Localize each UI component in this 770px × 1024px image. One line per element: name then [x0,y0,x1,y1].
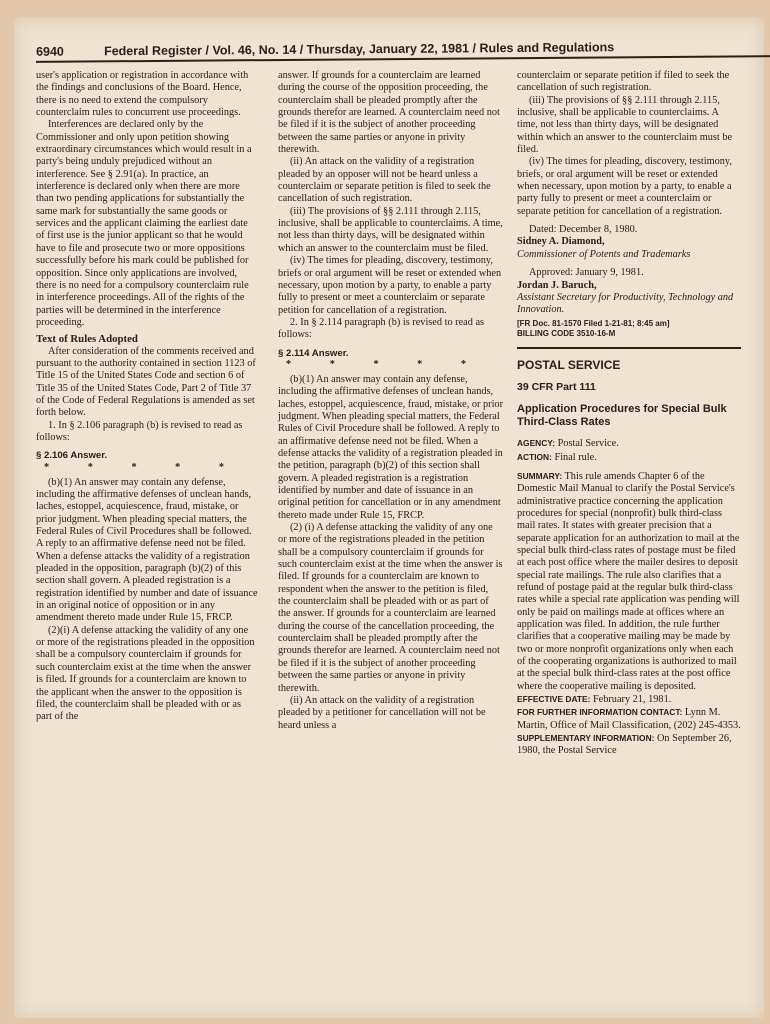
paragraph: (iii) The provisions of §§ 2.111 through 2.115, inclusive, shall be applicable to counterclaims. A time, not less than thirty days, will be designated within which an answer to the counterclaim must be filed. [517,94,733,156]
rule-section-heading: § 2.114 Answer. [278,347,349,359]
paragraph: (b)(1) An answer may contain any defense, including the affirmative defenses of unclean hands, laches, estoppel, acquiescence, fraud, mistake, or prior judgment. When pleading special matters, the Federal Rules of Civil Procedure shall be followed. A reply to an affirmative defense need not be filed. When a defense attacks the validity of a registration pleaded in the petition, paragraph (b)(2) of this section shall govern. A pleaded registration is a registration identified by number and date of issuance in an original petition for cancellation or in any amendment thereto made under Rule 15, FRCP. [278,373,504,521]
paragraph: (2) (i) A defense attacking the validity of any one or more of the registrations pleaded in the petition shall be a compulsory counterclaim if grounds for such counterclaim exist at the time when the answer is filed. If grounds for a counterclaim are known to respondent when the answer to the petition is filed, the counterclaim shall be pleaded with or as part of the answer. If grounds for a counterclaim are learned during the course of the cancellation proceeding, the counterclaim shall be pleaded promptly after the grounds therefor are learned. A counterclaim need not be filed if it is the subject of another proceeding between the same parties or anyone in privity therewith. [278,522,503,694]
paragraph: 2. In § 2.114 paragraph (b) is revised to read as follows: [278,316,485,341]
page-number: 6940 [35,44,64,59]
ellipsis-stars: * * * * * [44,461,243,473]
column-2 [278,70,503,732]
paragraph: counterclaim or separate petition if filed to seek the cancellation of such registration. [517,70,730,94]
cfr-heading: 39 CFR Part 111 [517,380,596,393]
contact-value: Lynn M. Martin, Office of Mail Classification, (202) 245-4353. [517,707,741,731]
paragraph: After consideration of the comments received and pursuant to the authority contained in section 1123 of Title 15 of the United States Code and section 6 of Title 35 of the United States Code, Part 2 of Title 37 of the Code of Federal Regulations is amended as set forth below. [36,345,256,419]
supplementary-value: On September 26, 1980, the Postal Service [517,733,732,757]
supplementary-label: SUPPLEMENTARY INFORMATION: [517,733,655,744]
column-1 [36,70,258,724]
agency-value: Postal Service. [557,438,619,450]
page-header [36,31,744,59]
summary-value: This rule amends Chapter 6 of the Domestic Mail Manual to clarify the Postal Service's administrative practice concerning the application procedures for special (nonprofit) bulk third-class mail rates. It states with greater precision that a separate application for an authorization to mail at the special bulk third-class rates of postage must be filed at each post office where the mailer desires to deposit special rate mailings. The rule also clarifies that a refund of postage paid at the regular bulk third-class rates while a special rate application was pending will only be paid on mailings made at offices where an application was filed. In addition, the rule further clarifies that a cooperative mailing may be made by two or more nonprofit organizations only when each of the cooperating organizations is authorized to mail at the special bulk third-class rates at the post office where the cooperative mailing is deposited. [517,470,740,692]
agency-label: AGENCY: [517,438,555,449]
approved-line: Approved: January 9, 1981. [529,267,644,279]
paragraph: (iv) The times for pleading, discovery, testimony, briefs, or oral argument will be reset or extended when necessary, upon motion by a party, to enable a party fully to present or meet a counterclaim or separate petition for cancellation of a registration. [517,156,732,217]
summary-label: SUMMARY: [517,470,563,481]
paragraph: answer. If grounds for a counterclaim are learned during the course of the opposition proceeding, the counterclaim shall be pleaded promptly after the grounds therefor are learned. A counterclaim need not be filed if it is the subject of another proceeding between the same parties or anyone in privity therewith. [278,70,500,156]
column-3 [517,70,741,758]
section-rule [517,347,741,349]
contact-label: FOR FURTHER INFORMATION CONTACT: [517,707,683,718]
paragraph: (b)(1) An answer may contain any defense, including the affirmative defenses of unclean hands, laches, estoppel, acquiescence, fraud, mistake, or prior judgment. When pleading special matters, the Federal Rules of Civil Procedures shall be followed. A reply to an affirmative defense need not be filed. When a defense attacks the validity of a registration pleaded in the opposition, paragraph (b)(2) of this section shall govern. A pleaded registration is a registration identified by number and date of issuance in an original notice of opposition or in any amendment thereto made under Rule 15, FRCP. [36,476,258,624]
paragraph: (iii) The provisions of §§ 2.111 through 2.115, inclusive, shall be applicable to counterclaims. A time, not less than thirty days, will be designated within which an answer to the counterclaim must be filed. [278,205,503,254]
action-value: Final rule. [554,451,597,463]
dated-line: Dated: December 8, 1980. [529,224,638,236]
document-page [14,18,764,1018]
signer-title: Assistant Secretary for Productivity, Technology and Innovation. [517,291,734,316]
rule-title: Application Procedures for Special Bulk Third-Class Rates [517,403,727,429]
fr-doc-line: [FR Doc. 81-1570 Filed 1-21-81; 8:45 am] [517,318,670,328]
action-label: ACTION: [517,451,552,462]
paragraph: (ii) An attack on the validity of a registration pleaded by a petitioner for cancellation will not be heard unless a [278,694,486,731]
signer-title: Commissioner of Potents and Trademarks [517,248,691,260]
billing-code: BILLING CODE 3510-16-M [517,328,616,338]
ellipsis-stars: * * * * * [286,358,485,370]
running-head: Federal Register / Vol. 46, No. 14 / Thursday, January 22, 1981 / Rules and Regulations [103,40,615,59]
paragraph: Interferences are declared only by the Commissioner and only upon petition showing extraordinary circumstances which would result in a party's being unduly prejudiced without an interference. See § 2.91(a). In practice, an interference is declared only when there are more than two pending applications for substantially the same mark for substantially the same goods or services and the applicant claiming the earliest date of first use is the junior applicant so that he would have to file and prosecute two or more oppositions successfully before his mark could be published for opposition. Since only applications are involved, there is no need for a compulsory counterclaim rule in interference proceedings. All of the rights of the parties will be determined in the interference proceeding. [36,119,252,328]
paragraph: 1. In § 2.106 paragraph (b) is revised to read as follows: [36,419,243,443]
rule-section-heading: § 2.106 Answer. [36,450,108,462]
effective-date-label: EFFECTIVE DATE: [517,694,591,705]
agency-heading: POSTAL SERVICE [517,357,621,372]
section-heading: Text of Rules Adopted [36,333,138,346]
paragraph: (iv) The times for pleading, discovery, testimony, briefs or oral argument will be reset or extended when necessary, upon motion by a party, to enable a party fully to present or meet a counterclaim or separate petition for cancellation of a registration. [278,255,502,316]
signer-name: Jordan J. Baruch, [517,279,597,291]
effective-date-value: February 21, 1981. [592,694,672,706]
paragraph: (2)(i) A defense attacking the validity of any one or more of the registrations pleaded in the opposition shall be a compulsory counterclaim if grounds for such counterclaim exist at the time when the answer is filed. If grounds for a counterclaim are known to the applicant when the answer to the opposition is filed, the counterclaim shall be pleaded with or as part of the [36,624,255,723]
signer-name: Sidney A. Diamond, [517,236,605,248]
paragraph: user's application or registration in accordance with the findings and conclusions of the Board. Hence, there is no need to extend the compulsory counterclaim rules to concurrent use proceedings. [36,70,249,119]
paragraph: (ii) An attack on the validity of a registration pleaded by an opposer will not be heard unless a counterclaim or separate petition is filed to seek the cancellation of such registration. [278,156,491,205]
